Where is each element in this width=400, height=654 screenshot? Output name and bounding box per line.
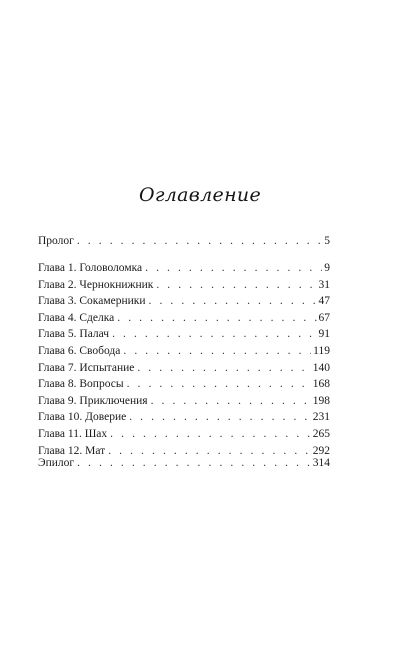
toc-entry-epilogue[interactable]	[38, 455, 330, 472]
toc-entry-title: Эпилог	[38, 457, 75, 469]
toc-entry-title: Глава 1. Головоломка	[38, 262, 143, 274]
toc-entry-chapter-8[interactable]	[38, 376, 330, 393]
toc-page-number: 292	[312, 444, 330, 457]
toc-leader-dots	[145, 260, 322, 277]
toc-chapter-list	[38, 260, 330, 459]
toc-entry-chapter-3[interactable]	[38, 293, 330, 310]
toc-page-number: 168	[312, 378, 330, 391]
toc-leader-dots	[129, 409, 311, 426]
toc-leader-dots	[77, 233, 322, 250]
toc-page-number: 198	[312, 394, 330, 407]
toc-leader-dots	[127, 376, 311, 393]
toc-entry-chapter-10[interactable]	[38, 409, 330, 426]
toc-leader-dots	[77, 455, 311, 472]
toc-page-number: 47	[318, 295, 330, 308]
toc-entry-title: Глава 12. Мат	[38, 444, 106, 457]
toc-leader-dots	[137, 360, 310, 377]
toc-entry-title: Глава 7. Испытание	[38, 361, 135, 374]
toc-heading: Оглавление	[138, 184, 261, 206]
toc-leader-dots	[149, 293, 317, 310]
toc-page-number: 67	[318, 311, 330, 324]
toc-page-number: 9	[324, 262, 330, 274]
toc-epilogue-section	[38, 455, 330, 472]
toc-leader-dots	[110, 426, 311, 443]
toc-entry-chapter-11[interactable]	[38, 426, 330, 443]
toc-page-number: 119	[313, 344, 330, 357]
toc-entry-title: Глава 2. Чернокнижник	[38, 278, 154, 291]
toc-entry-chapter-9[interactable]	[38, 393, 330, 410]
toc-leader-dots	[112, 326, 316, 343]
toc-entry-prologue[interactable]	[38, 233, 330, 250]
toc-entry-chapter-6[interactable]	[38, 343, 330, 360]
toc-entry-chapter-1[interactable]	[38, 260, 330, 277]
toc-page-number: 91	[318, 328, 330, 341]
toc-leader-dots	[156, 277, 316, 294]
toc-entry-chapter-7[interactable]	[38, 360, 330, 377]
toc-entry-title: Глава 5. Палач	[38, 328, 110, 341]
toc-page-number: 31	[318, 278, 330, 291]
toc-page-number: 265	[312, 427, 330, 440]
toc-entry-title: Глава 3. Сокамерники	[38, 295, 146, 308]
toc-entry-chapter-4[interactable]	[38, 310, 330, 327]
toc-leader-dots	[151, 393, 311, 410]
toc-prologue-section	[38, 233, 330, 250]
toc-entry-title: Глава 8. Вопросы	[38, 378, 124, 391]
toc-entry-title: Глава 9. Приключения	[38, 394, 148, 407]
toc-leader-dots	[123, 343, 311, 360]
toc-page-number: 231	[312, 411, 330, 424]
toc-entry-title: Глава 4. Сделка	[38, 311, 115, 324]
toc-entry-title: Глава 10. Доверие	[38, 411, 127, 424]
toc-page-number: 140	[312, 361, 330, 374]
toc-entry-chapter-5[interactable]	[38, 326, 330, 343]
toc-entry-chapter-2[interactable]	[38, 277, 330, 294]
toc-entry-title: Глава 6. Свобода	[38, 344, 121, 357]
toc-leader-dots	[117, 310, 316, 327]
toc-page-number: 314	[312, 457, 330, 469]
toc-entry-title: Пролог	[38, 235, 74, 247]
toc-entry-title: Глава 11. Шах	[38, 427, 108, 440]
toc-page-number: 5	[324, 235, 330, 247]
